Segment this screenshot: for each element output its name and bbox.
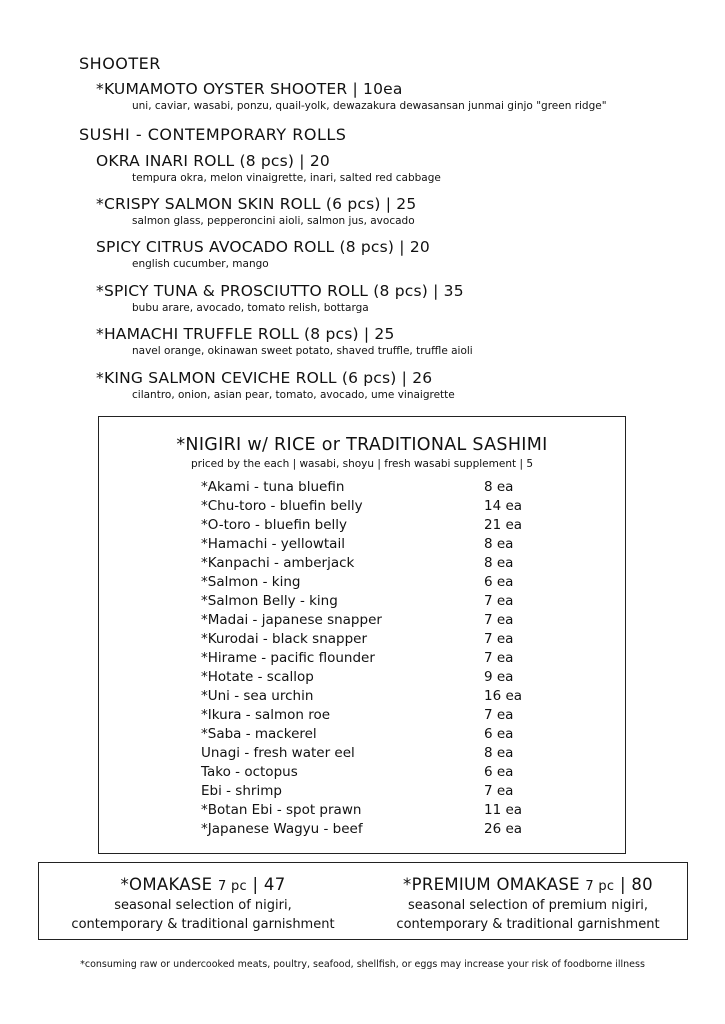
omakase-desc-line2: contemporary & traditional garnishment bbox=[71, 917, 335, 932]
item-name: OKRA INARI ROLL (8 pcs) | 20 bbox=[96, 152, 330, 170]
omakase-price: | 80 bbox=[619, 875, 653, 894]
item-description: salmon glass, pepperoncini aioli, salmon jus, avocado bbox=[132, 215, 415, 227]
nigiri-row bbox=[201, 517, 605, 536]
nigiri-price: 8 ea bbox=[484, 536, 514, 552]
menu-item bbox=[96, 369, 455, 401]
nigiri-name: *Kurodai - black snapper bbox=[201, 631, 368, 647]
nigiri-row bbox=[201, 555, 605, 574]
item-name: *CRISPY SALMON SKIN ROLL (6 pcs) | 25 bbox=[96, 195, 417, 213]
nigiri-name: *Madai - japanese snapper bbox=[201, 612, 382, 628]
nigiri-price: 16 ea bbox=[484, 688, 523, 704]
menu-item bbox=[96, 282, 464, 314]
item-name: SPICY CITRUS AVOCADO ROLL (8 pcs) | 20 bbox=[96, 238, 430, 256]
nigiri-title: *NIGIRI w/ RICE or TRADITIONAL SASHIMI bbox=[176, 435, 548, 455]
nigiri-name: *Uni - sea urchin bbox=[201, 688, 314, 704]
nigiri-price: 7 ea bbox=[484, 631, 514, 647]
nigiri-name: Ebi - shrimp bbox=[201, 783, 282, 799]
nigiri-price: 9 ea bbox=[484, 669, 514, 685]
nigiri-box bbox=[98, 416, 626, 854]
item-name: *SPICY TUNA & PROSCIUTTO ROLL (8 pcs) | 35 bbox=[96, 282, 464, 300]
nigiri-name: *Botan Ebi - spot prawn bbox=[201, 802, 362, 818]
nigiri-price: 8 ea bbox=[484, 555, 514, 571]
nigiri-row bbox=[201, 631, 605, 650]
nigiri-price: 6 ea bbox=[484, 726, 514, 742]
omakase-price: | 47 bbox=[252, 875, 286, 894]
shooter-section-title: SHOOTER bbox=[79, 54, 161, 73]
nigiri-subtitle: priced by the each | wasabi, shoyu | fresh wasabi supplement | 5 bbox=[190, 458, 533, 470]
nigiri-row bbox=[201, 821, 605, 840]
item-name: *KUMAMOTO OYSTER SHOOTER | 10ea bbox=[96, 80, 403, 98]
menu-item bbox=[96, 325, 473, 357]
nigiri-price: 7 ea bbox=[484, 650, 514, 666]
omakase-pieces: 7 pc bbox=[585, 879, 615, 894]
nigiri-name: *Akami - tuna bluefin bbox=[201, 479, 345, 495]
menu-item bbox=[96, 80, 607, 112]
nigiri-row bbox=[201, 726, 605, 745]
nigiri-row bbox=[201, 574, 605, 593]
nigiri-name: *Kanpachi - amberjack bbox=[201, 555, 355, 571]
nigiri-price: 26 ea bbox=[484, 821, 523, 837]
item-description: tempura okra, melon vinaigrette, inari, salted red cabbage bbox=[132, 172, 441, 184]
nigiri-price: 7 ea bbox=[484, 593, 514, 609]
nigiri-row bbox=[201, 498, 605, 517]
omakase-standard bbox=[53, 875, 353, 934]
nigiri-price: 7 ea bbox=[484, 783, 514, 799]
nigiri-row bbox=[201, 593, 605, 612]
omakase-title bbox=[378, 875, 678, 894]
nigiri-name: *Ikura - salmon roe bbox=[201, 707, 331, 723]
nigiri-name: Unagi - fresh water eel bbox=[201, 745, 355, 761]
nigiri-name: *Hotate - scallop bbox=[201, 669, 314, 685]
rolls-section-title: SUSHI - CONTEMPORARY ROLLS bbox=[79, 125, 347, 144]
item-description: bubu arare, avocado, tomato relish, bottarga bbox=[132, 302, 369, 314]
nigiri-price: 6 ea bbox=[484, 574, 514, 590]
nigiri-list bbox=[201, 479, 605, 840]
nigiri-row bbox=[201, 783, 605, 802]
menu-item bbox=[96, 238, 430, 270]
foodborne-illness-footnote: *consuming raw or undercooked meats, poultry, seafood, shellfish, or eggs may increase your risk of foodborne illness bbox=[80, 959, 645, 970]
nigiri-name: *Salmon Belly - king bbox=[201, 593, 338, 609]
menu-item bbox=[96, 195, 416, 227]
nigiri-price: 7 ea bbox=[484, 707, 514, 723]
item-name: *HAMACHI TRUFFLE ROLL (8 pcs) | 25 bbox=[96, 325, 395, 343]
nigiri-price: 14 ea bbox=[484, 498, 523, 514]
menu-item bbox=[96, 152, 441, 184]
nigiri-row bbox=[201, 707, 605, 726]
nigiri-name: *Japanese Wagyu - beef bbox=[201, 821, 363, 837]
nigiri-row bbox=[201, 745, 605, 764]
nigiri-price: 21 ea bbox=[484, 517, 523, 533]
item-name: *KING SALMON CEVICHE ROLL (6 pcs) | 26 bbox=[96, 369, 433, 387]
omakase-box bbox=[38, 862, 688, 940]
nigiri-name: Tako - octopus bbox=[201, 764, 298, 780]
item-description: uni, caviar, wasabi, ponzu, quail-yolk, dewazakura dewasansan junmai ginjo "green ridge" bbox=[132, 100, 607, 112]
omakase-desc-line1: seasonal selection of nigiri, bbox=[114, 898, 292, 913]
item-description: navel orange, okinawan sweet potato, shaved truffle, truffle aioli bbox=[132, 345, 473, 357]
nigiri-price: 6 ea bbox=[484, 764, 514, 780]
item-description: english cucumber, mango bbox=[132, 258, 269, 270]
nigiri-row bbox=[201, 688, 605, 707]
nigiri-name: *Hamachi - yellowtail bbox=[201, 536, 345, 552]
nigiri-price: 11 ea bbox=[484, 802, 523, 818]
nigiri-name: *Chu-toro - bluefin belly bbox=[201, 498, 363, 514]
nigiri-price: 7 ea bbox=[484, 612, 514, 628]
nigiri-name: *O-toro - bluefin belly bbox=[201, 517, 348, 533]
nigiri-name: *Hirame - pacific flounder bbox=[201, 650, 375, 666]
omakase-premium bbox=[378, 875, 678, 934]
omakase-desc-line1: seasonal selection of premium nigiri, bbox=[407, 898, 649, 913]
nigiri-price: 8 ea bbox=[484, 479, 514, 495]
nigiri-row bbox=[201, 669, 605, 688]
nigiri-name: *Salmon - king bbox=[201, 574, 301, 590]
nigiri-row bbox=[201, 650, 605, 669]
nigiri-name: *Saba - mackerel bbox=[201, 726, 317, 742]
omakase-pieces: 7 pc bbox=[217, 879, 247, 894]
omakase-name: *PREMIUM OMAKASE bbox=[403, 875, 580, 894]
nigiri-row bbox=[201, 612, 605, 631]
nigiri-row bbox=[201, 479, 605, 498]
nigiri-row bbox=[201, 536, 605, 555]
nigiri-price: 8 ea bbox=[484, 745, 514, 761]
omakase-title bbox=[53, 875, 353, 894]
item-description: cilantro, onion, asian pear, tomato, avocado, ume vinaigrette bbox=[132, 389, 455, 401]
omakase-desc-line2: contemporary & traditional garnishment bbox=[396, 917, 660, 932]
nigiri-row bbox=[201, 802, 605, 821]
omakase-name: *OMAKASE bbox=[120, 875, 213, 894]
nigiri-row bbox=[201, 764, 605, 783]
